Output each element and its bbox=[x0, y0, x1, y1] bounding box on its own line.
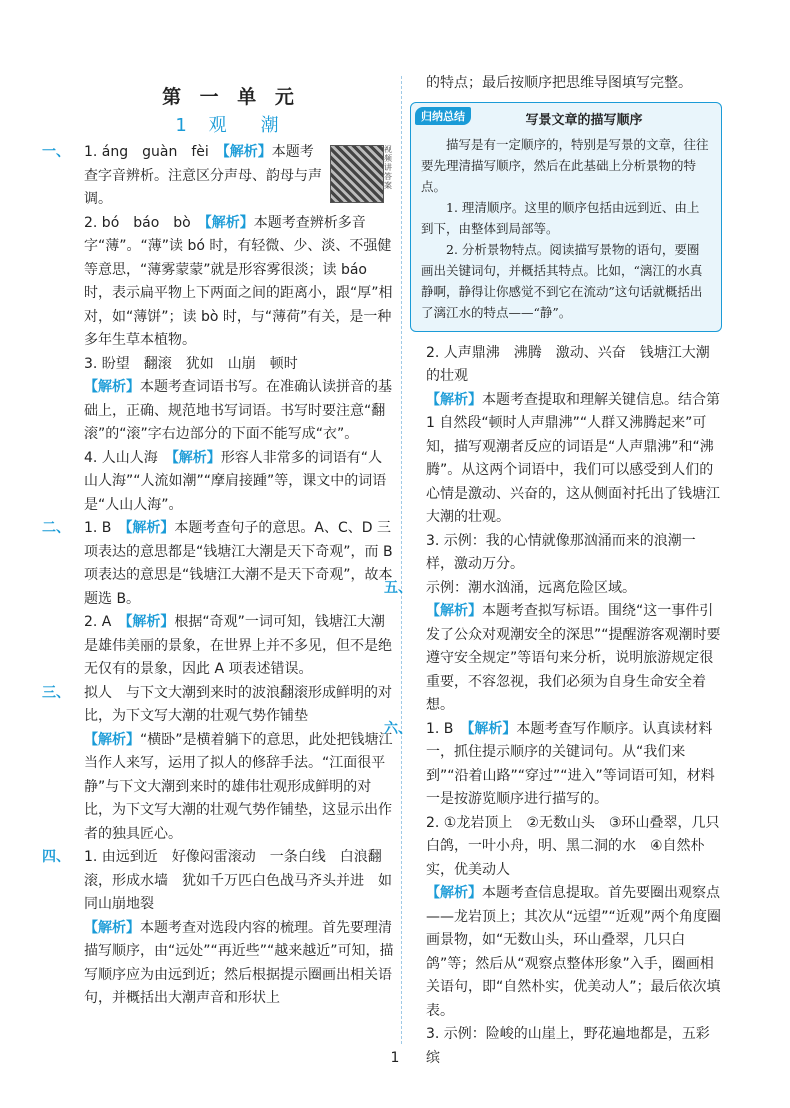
summary-title: 写景文章的描写顺序 bbox=[525, 112, 643, 128]
answer-text: 3. 盼望 翻滚 犹如 山崩 顿时 bbox=[84, 355, 298, 372]
answer-item bbox=[384, 577, 722, 601]
left-column bbox=[42, 72, 394, 1011]
analysis-text: 本题考查字音辨析。注意区分声母、韵母与声调。 bbox=[84, 144, 322, 207]
answer-item bbox=[68, 212, 394, 353]
answer-text: 2. ①龙岩顶上 ②无数山头 ③环山叠翠，几只白鸽，一叶小舟，明、黑二洞的水 ④自然朴实，优美动人 bbox=[426, 814, 720, 878]
section-number: 二、 bbox=[42, 520, 70, 536]
qr-code[interactable] bbox=[330, 145, 394, 207]
left-answers bbox=[42, 141, 394, 1011]
answer-item bbox=[410, 812, 722, 883]
analysis-text: 本题考查句子的意思。A、C、D 三项表达的意思都是“钱塘江大潮是天下奇观”，而 B 项表达的意思是“钱塘江大潮不是天下奇观”，故本题选 B。 bbox=[84, 520, 393, 607]
summary-paragraph: 2. 分析景物特点。阅读描写景物的语句，要圈画出关键词句，并概括其特点。比如，“漓江的水真静啊，静得让你感觉不到它在流动”这句话就概括出了漓江水的特点——“静”。 bbox=[421, 241, 703, 320]
analysis-text: 根据“奇观”一词可知，钱塘江大潮是雄伟美丽的景象，在世界上并不多见，但不是绝无仅有的景象，因此 A 项表述错误。 bbox=[84, 614, 392, 677]
answer-item bbox=[384, 718, 722, 812]
answer-text: 3. 示例：我的心情就像那汹涌而来的浪潮一样，激动万分。 bbox=[426, 532, 696, 572]
analysis-label: 【解析】 bbox=[125, 520, 175, 536]
summary-paragraph: 1. 理清顺序。这里的顺序包括由远到近、由上到下，由整体到局部等。 bbox=[421, 199, 700, 236]
answer-item bbox=[68, 353, 394, 377]
analysis-text: 本题考查辨析多音字“薄”。“薄”读 bó 时，有轻微、少、淡、不强健等意思，“薄雾蒙蒙”就是形容雾很淡；读 báo 时，表示扁平物上下两面之间的距离小，跟“厚”相对，如“薄饼”；读 bò 时，与“薄荷”有关，是一种多年生草本植物。 bbox=[84, 214, 393, 348]
analysis-label: 【解析】 bbox=[467, 720, 517, 737]
continuation-text: 的特点；最后按顺序把思维导图填写完整。 bbox=[426, 75, 692, 91]
answer-item bbox=[410, 342, 722, 389]
answer-text: 3. 示例：险峻的山崖上，野花遍地都是，五彩缤 bbox=[426, 1026, 710, 1066]
analysis-text: 本题考查词语书写。在准确认读拼音的基础上，正确、规范地书写词语。书写时要注意“翻滚”的“滚”字右边部分的下面不能写成“衣”。 bbox=[84, 379, 392, 442]
answer-item bbox=[68, 611, 394, 682]
right-answers bbox=[384, 342, 722, 1071]
answer-text: 1. B bbox=[84, 520, 126, 536]
section-number: 四、 bbox=[42, 849, 70, 865]
section-number: 一、 bbox=[42, 144, 70, 160]
section-number: 六、 bbox=[384, 720, 412, 737]
analysis-label: 【解析】 bbox=[426, 391, 482, 408]
analysis-label: 【解析】 bbox=[171, 449, 221, 466]
answer-item bbox=[68, 917, 394, 1011]
analysis-label: 【解析】 bbox=[84, 731, 140, 748]
summary-paragraph: 描写是有一定顺序的，特别是写景的文章，往往要先理清描写顺序，然后在此基础上分析景物的特点。 bbox=[421, 136, 709, 194]
answer-item bbox=[68, 447, 394, 518]
analysis-text: 本题考查拟写标语。围绕“这一事件引发了公众对观潮安全的深思”“提醒游客观潮时要遵守安全规定”等语句来分析，说明旅游规定很重要，不容忽视，我们必须为自身生命安全着想。 bbox=[426, 603, 721, 713]
analysis-label: 【解析】 bbox=[222, 144, 272, 160]
answer-text: 4. 人山人海 bbox=[84, 449, 172, 466]
answer-item bbox=[42, 846, 394, 917]
qr-label: 视频讲答案 bbox=[384, 145, 392, 190]
analysis-text: 本题考查信息提取。首先要圈出观察点——龙岩顶上；其次从“远望”“近观”两个角度圈画景物，如“无数山头，环山叠翠，几只白鸽”等；然后从“观察点整体形象”入手，圈画相关语句，即“自然朴实，优美动人”；最后依次填表。 bbox=[426, 885, 722, 1019]
answer-text: 1. áng guàn fèi bbox=[84, 144, 223, 160]
answer-text: 示例：潮水汹涌，远离危险区域。 bbox=[426, 579, 636, 596]
answer-item bbox=[42, 517, 394, 611]
answer-item bbox=[68, 376, 394, 447]
answer-item bbox=[410, 600, 722, 718]
answer-text: 1. 由远到近 好像闷雷滚动 一条白线 白浪翻滚，形成水墙 犹如千万匹白色战马齐头并进 如同山崩地裂 bbox=[84, 849, 392, 912]
analysis-text: 本题考查写作顺序。认真读材料一，抓住提示顺序的关键词句。从“我们来到”“沿着山路”“穿过”“进入”等词语可知，材料一是按游览顺序进行描写的。 bbox=[426, 720, 715, 807]
analysis-label: 【解析】 bbox=[84, 919, 140, 936]
lesson-title: 1 观 潮 bbox=[175, 115, 287, 136]
answer-text: 2. A bbox=[84, 614, 126, 630]
answer-item bbox=[42, 141, 394, 212]
summary-tag: 归纳总结 bbox=[415, 107, 471, 125]
section-number: 五、 bbox=[384, 579, 412, 596]
answer-text: 2. 人声鼎沸 沸腾 激动、兴奋 钱塘江大潮的壮观 bbox=[426, 344, 710, 384]
answer-text: 2. bó báo bò bbox=[84, 214, 205, 231]
analysis-text: “横卧”是横着躺下的意思，此处把钱塘江当作人来写，运用了拟人的修辞手法。“江面很平静”与下文大潮到来时的雄伟壮观形成鲜明的对比，为下文写大潮的壮观气势作铺垫，这显示出作者的独具匠心。 bbox=[84, 731, 393, 842]
section-number: 三、 bbox=[42, 684, 70, 701]
answer-item bbox=[410, 530, 722, 577]
analysis-label: 【解析】 bbox=[204, 214, 254, 231]
answer-text: 拟人 与下文大潮到来时的波浪翻滚形成鲜明的对比，为下文写大潮的壮观气势作铺垫 bbox=[84, 684, 392, 724]
analysis-text: 本题考查提取和理解关键信息。结合第 1 自然段“顿时人声鼎沸”“人群又沸腾起来”可知，描写观潮者反应的词语是“人声鼎沸”和“沸腾”。从这两个词语中，我们可以感受到人们的心情是激动、兴奋的，这从侧面衬托出了钱塘江大潮的壮观。 bbox=[426, 391, 720, 525]
answer-item bbox=[410, 389, 722, 530]
column-divider bbox=[401, 76, 402, 1044]
answer-item bbox=[410, 882, 722, 1023]
unit-title: 第 一 单 元 bbox=[162, 86, 300, 108]
analysis-text: 形容人非常多的词语有“人山人海”“人流如潮”“摩肩接踵”等，课文中的词语是“人山人海”。 bbox=[84, 449, 387, 513]
summary-box bbox=[410, 102, 722, 332]
analysis-label: 【解析】 bbox=[125, 614, 175, 630]
answer-item bbox=[42, 682, 394, 729]
answer-text: 1. B bbox=[426, 720, 468, 737]
analysis-text: 本题考查对选段内容的梳理。首先要理清描写顺序，由“远处”“再近些”“越来越近”可知，描写顺序应为由远到近；然后根据提示圈画出相关语句，并概括出大潮声音和形状上 bbox=[84, 919, 394, 1006]
qr-code-image[interactable] bbox=[330, 145, 384, 203]
page-number: 1 bbox=[390, 1050, 400, 1066]
analysis-label: 【解析】 bbox=[426, 885, 482, 901]
analysis-label: 【解析】 bbox=[84, 379, 140, 395]
answer-item bbox=[68, 729, 394, 847]
analysis-label: 【解析】 bbox=[426, 603, 482, 619]
